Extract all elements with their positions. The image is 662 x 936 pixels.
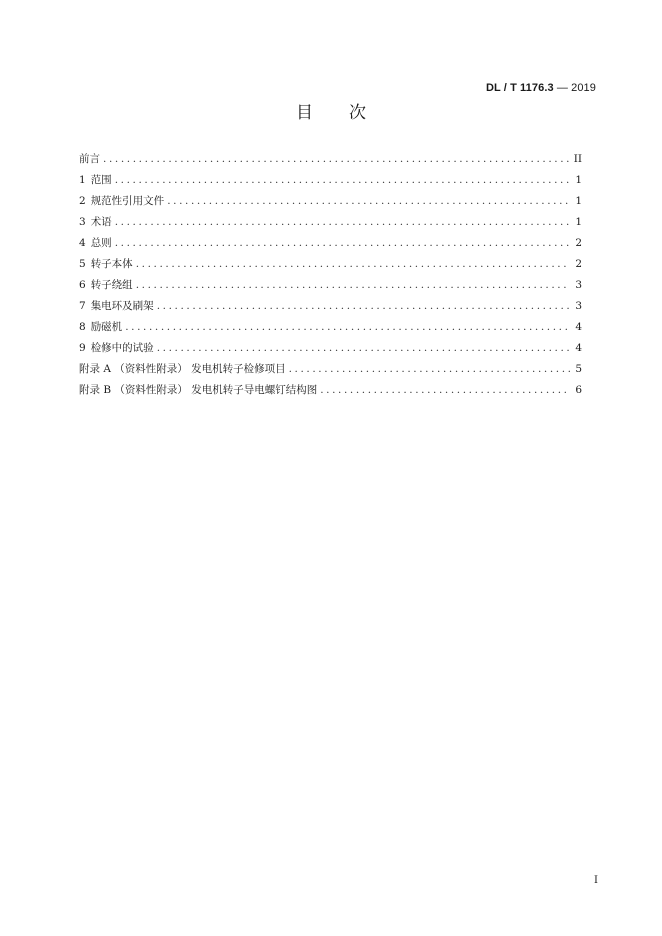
toc-entry-terms[interactable] <box>79 212 582 233</box>
toc-entry-page: 3 <box>575 279 582 291</box>
toc-entry-page: 2 <box>575 258 582 270</box>
toc-entry-page: 1 <box>575 174 582 186</box>
toc-entry-page: 1 <box>575 216 582 228</box>
toc-entry-label: 术语 <box>90 216 112 228</box>
standard-year: — 2019 <box>553 82 596 94</box>
dot-leader <box>115 170 570 191</box>
toc-entry-label: 励磁机 <box>90 321 123 333</box>
toc-entry-number: 5 <box>79 258 86 270</box>
toc-entry-page: 3 <box>575 300 582 312</box>
toc-entry-number: 8 <box>79 321 86 333</box>
toc-entry-label: 前言 <box>79 153 100 165</box>
toc-entry-label: 转子绕组 <box>90 279 133 291</box>
dot-leader <box>136 254 570 275</box>
toc-entry-rotor-body[interactable] <box>79 254 582 275</box>
page-title: 目次 <box>296 103 402 123</box>
toc-entry-page: 2 <box>575 237 582 249</box>
toc-entry-number: 2 <box>79 195 86 207</box>
toc-entry-label: 总则 <box>90 237 112 249</box>
standard-code <box>486 82 596 94</box>
table-of-contents <box>79 149 582 401</box>
toc-entry-tests[interactable] <box>79 338 582 359</box>
toc-entry-label: 集电环及刷架 <box>90 300 154 312</box>
toc-entry-scope[interactable] <box>79 170 582 191</box>
toc-entry-page: 1 <box>575 195 582 207</box>
toc-entry-label: 规范性引用文件 <box>90 195 165 207</box>
dot-leader <box>103 149 570 170</box>
toc-entry-general[interactable] <box>79 233 582 254</box>
toc-entry-label: 附录 B （资料性附录） 发电机转子导电螺钉结构图 <box>79 384 318 396</box>
toc-entry-number: 7 <box>79 300 86 312</box>
toc-entry-appendix-a[interactable] <box>79 359 582 380</box>
toc-entry-page: 4 <box>575 342 582 354</box>
toc-entry-number: 9 <box>79 342 86 354</box>
dot-leader <box>289 359 570 380</box>
toc-entry-exciter[interactable] <box>79 317 582 338</box>
dot-leader <box>125 317 570 338</box>
toc-entry-page: II <box>573 153 582 165</box>
toc-entry-number: 3 <box>79 216 86 228</box>
dot-leader <box>115 233 570 254</box>
dot-leader <box>167 191 570 212</box>
toc-entry-label: 附录 A （资料性附录） 发电机转子检修项目 <box>79 363 286 375</box>
dot-leader <box>136 275 570 296</box>
dot-leader <box>115 212 570 233</box>
dot-leader <box>157 338 570 359</box>
standard-number: DL / T 1176.3 <box>485 82 554 94</box>
toc-entry-foreword[interactable] <box>79 149 582 170</box>
toc-entry-label: 检修中的试验 <box>90 342 154 354</box>
toc-entry-page: 4 <box>575 321 582 333</box>
toc-entry-appendix-b[interactable] <box>79 380 582 401</box>
toc-entry-label: 转子本体 <box>90 258 133 270</box>
toc-entry-number: 6 <box>79 279 86 291</box>
toc-entry-page: 5 <box>575 363 582 375</box>
dot-leader <box>320 380 570 401</box>
toc-entry-normative-references[interactable] <box>79 191 582 212</box>
toc-entry-page: 6 <box>575 384 582 396</box>
toc-entry-collector-ring[interactable] <box>79 296 582 317</box>
toc-entry-label: 范围 <box>90 174 112 186</box>
page-number: I <box>594 875 598 886</box>
toc-entry-rotor-winding[interactable] <box>79 275 582 296</box>
dot-leader <box>157 296 570 317</box>
toc-entry-number: 1 <box>79 174 86 186</box>
toc-entry-number: 4 <box>79 237 86 249</box>
